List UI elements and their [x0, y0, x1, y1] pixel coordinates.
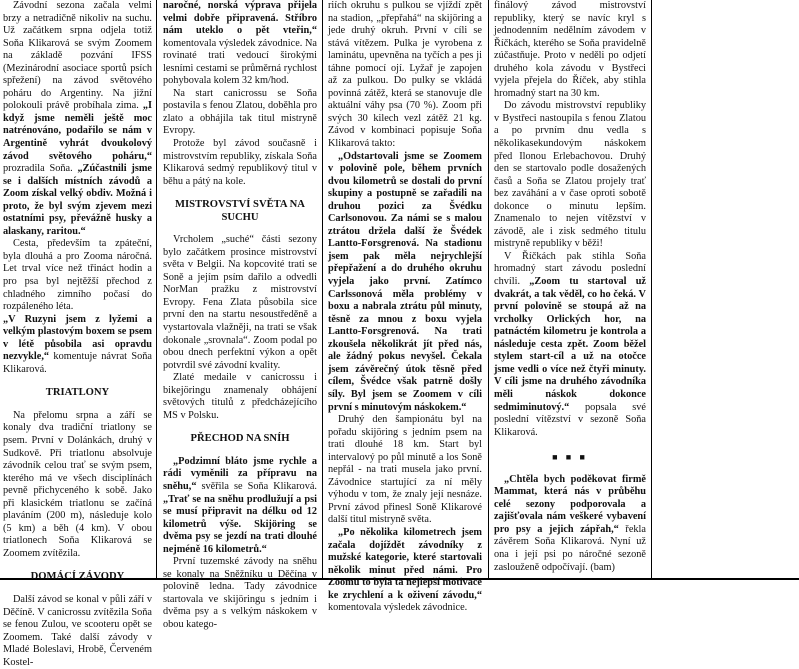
paragraph: Protože byl závod současně i mistrovstvím republiky, získala Soňa Klikarová sedmý republikový titul v běhu a pátý na kole.	[163, 138, 317, 187]
article-column-3	[328, 0, 482, 614]
section-heading: TRIATLONY	[45, 387, 110, 399]
section-heading: MISTROVSTVÍ SVĚTA NA SUCHU	[175, 199, 305, 223]
paragraph: riích okruhu s pulkou se vjíždí zpět na stadion, „přepřahá“ na skijöring a jede druhý okruh. První v cíli se stává vítězem. Pulka je vyrobena z laminátu, upevněna na tyčích a pes ji táhne pomocí ojí. Lyžař je zapojen až za pulkou. Do pulky se vkládá povinná zátěž, která se stanovuje dle aktuální váhy psa (70 %). Zoom při svých 30 kilech vezl zátěž 21 kg. Závod v kombinaci popisuje Soňa Klikarová takto:	[328, 0, 482, 150]
section-separator: ■ ■ ■	[552, 452, 588, 463]
column-rule	[651, 0, 652, 580]
paragraph: Cesta, především ta zpáteční, byla dlouhá a pro Zooma náročná. Let trval více než třináct hodin a pro psa byl nejtěžší přechod z chladného zimního počasí do rozpáleného léta. „V Ruzyni jsem z lyžemi a velkým plastovým boxem se psem v létě působila asi opravdu nezvykle,“ komentuje návrat Soňa Klikarová.	[3, 238, 152, 375]
column-rule	[156, 0, 157, 580]
paragraph: Druhý den šampionátu byl na pořadu skijöring s jedním psem na trati dlouhé 18 km. Start byl intervalový po půl minutě a los Soně nepřál - na trati musela jako první. Závodnice startující za ní měly výhodu v tom, že znaly její nesnáze. První závod přinesl Soně Klikarové další titul mistryně světa.	[328, 414, 482, 526]
paragraph: finálový závod mistrovství republiky, který se navíc kryl s jednodenním nedělním závodem v Říčkách, kterého se Soňa pravidelně zúčastňuje. Proto v neděli po odjetí druhého kola závodu v Bystřeci vyjela přejela do Říček, aby stihla hromadný start na 30 km.	[494, 0, 646, 99]
paragraph: V Říčkách pak stihla Soňa hromadný start závodu poslední chvíli. „Zoom tu startoval už dvakrát, a tak věděl, co ho čeká. V první polovině se stoupá až na vrcholky Orlických hor, na patnáctém kilometru je kontrola a následuje cesta zpět. Zoom běžel stylem start-cíl a už na otočce jsme vedli o více než čtyři minuty. V cíli jsme na druhého závodníka měli náskok dokonce sedmiminutový.“ popsala své poslední vítězství v sezoně Soňa Klikarová.	[494, 250, 646, 438]
paragraph: „Chtěla bych poděkovat firmě Mammat, která nás v průběhu celé sezony podporovala a zajišťovala nám veškeré vybavení pro psy a jejich zápřah,“ řekla závěrem Soňa Klikarová. Nyní už ona i její psi po náročné sezoně zaslouženě odpočívají. (bam)	[494, 473, 646, 573]
column-rule	[488, 0, 489, 580]
paragraph: „Po několika kilometrech jsem začala dojíždět závodníky z mužské kategorie, které startovali několik minut před námi. Pro Zoomu to byla ta nejlepší motivace ke zrychlení a k oživení závodu,“ komentovala výsledek závodnice.	[328, 526, 482, 614]
section-heading: DOMÁCÍ ZÁVODY	[30, 571, 125, 583]
paragraph: Vrcholem „suché“ části sezony bylo začátkem prosince mistrovství světa v Belgii. Na kopcovité trati se Soně a jejím psím dařilo a odvedli NorMan pražku z mistrovství Evropy. Fena Zlata působila sice první den na startu nesoustředěně a vystartovala vlažněji, na trati se však dokonale „srovnala“. Zoom podal po obou dnech perfektní výkon a opět potvrdil své závodní kvality.	[163, 234, 317, 371]
column-rule	[322, 0, 323, 580]
paragraph: Zlaté medaile v canicrossu i bikejöringu znamenaly obhájení světových titulů z předcházejícího MS v Polsku.	[163, 372, 317, 421]
article-column-2	[163, 0, 317, 631]
paragraph: „Podzimní bláto jsme rychle a rádi vyměnili za přípravu na sněhu,“ svěřila se Soňa Klikarová. „Trať se na sněhu prodlužují a psi se musí připravit na délku od 12 kilometrů výše. Skijöring se dvěma psy se jezdí na trati dlouhé nejméně 16 kilometrů.“	[163, 455, 317, 555]
article-column-4	[494, 0, 646, 578]
paragraph: Závodní sezona začala velmi brzy a netradičně nikoliv na suchu. Už začátkem srpna odjela totiž Soňa Klikarová se svým Zoomem na základě pozvání IFSS (Mezinárodní asociace sportů psích spřežení) na závod světového poháru do Argentiny. Na jižní polokouli právě probíhala zima. „I když jsme neměli ještě moc natrénováno, podařilo se nám v Argentině vyhrát dvoukolový závod světového poháru,“ prozradila Soňa. „Zúčastnili jsme se i dalších místních závodů a Zoom získal velký obdiv. Možná i proto, že byl svým zjevem mezi ostatními psy, převážně husky a alaskany, raritou.“	[3, 0, 152, 237]
paragraph: Další závod se konal v půli září v Děčíně. V canicrossu zvítězila Soňa se fenou Zulou, ve scooteru opět se Zoomem. Také další závody v Mladé Boleslavi, Hrobě, Červeném Kostel-	[3, 593, 152, 668]
paragraph: Do závodu mistrovství republiky v Bystřeci nastoupila s fenou Zlatou a po prvním dnu vedla s několikasekundovým náskokem před Ilonou Erlebachovou. Druhý den se startovalo podle dosažených časů a Soňa se Zlatou projely trať bez zaváhání a v čase oproti sobotě dokonce o minutu lepším. Znamenalo to nejen vítězství v závodě, ale i zisk sedmého titulu mistryně republiky v běži!	[494, 100, 646, 250]
paragraph: Na přelomu srpna a září se konaly dva tradiční triatlony se psem. První v Dolánkách, druhý v Sudkově. Při triatlonu absolvuje závodník celou trať se svým psem, kterého má ve všech disciplínách pevně přichyceného k sobě. Jako při klasickém triatlonu se začíná plaváním (200 m), následuje kolo (5 km) a běh (4 km). V obou triatlonech Soňa Klikarová se Zoomem zvítězila.	[3, 409, 152, 559]
section-heading: PŘECHOD NA SNÍH	[190, 433, 290, 445]
article-column-1	[3, 0, 152, 668]
paragraph: Na start canicrossu se Soňa postavila s fenou Zlatou, doběhla pro zlato a obhájila tak titul mistryně Evropy.	[163, 87, 317, 137]
paragraph: První tuzemské závody na sněhu se konaly na Sněžníku u Děčína v polovině ledna. Tady závodnice startovala ve skijöringu s jedním i dvěma psy a s velkým náskokem v obou katego-	[163, 556, 317, 631]
paragraph: naročné, norská výprava přijela velmi dobře připravená. Stříbro nám uteklo o pět vteřin,“ komentovala výsledek závodnice. Na rovinaté trati vedoucí širokými lesními cestami se průměrná rychlost pohybovala kolem 32 km/hod.	[163, 0, 317, 87]
paragraph: „Odstartovali jsme se Zoomem v polovině pole, během prvních dvou kilometrů se dostali do první skupiny a postupně se zařadili na druhou pozici za Švédku Carlsonovou. Za námi se s malou ztrátou držela další že Švédek Lantto-Forsgrenová. Na stadionu jsem pak měla nejrychlejší přepřažení a do druhého okruhu vyjela jako první. Zatímco Carlssonová měla problémy v boxu a nabrala ztrátu půl minuty, těsně za mnou z boxu vyjela Lantto-Forsgrenová. Na trati zkoušela několikrát jít před nás, ale žádný pokus nevyšel. Čekala jsem závěrečný útok těsně před cílem, Švédce však patrně došly síly. Byl jsem se Zoomem v cíli první s minutovým náskokem.“	[328, 150, 482, 413]
